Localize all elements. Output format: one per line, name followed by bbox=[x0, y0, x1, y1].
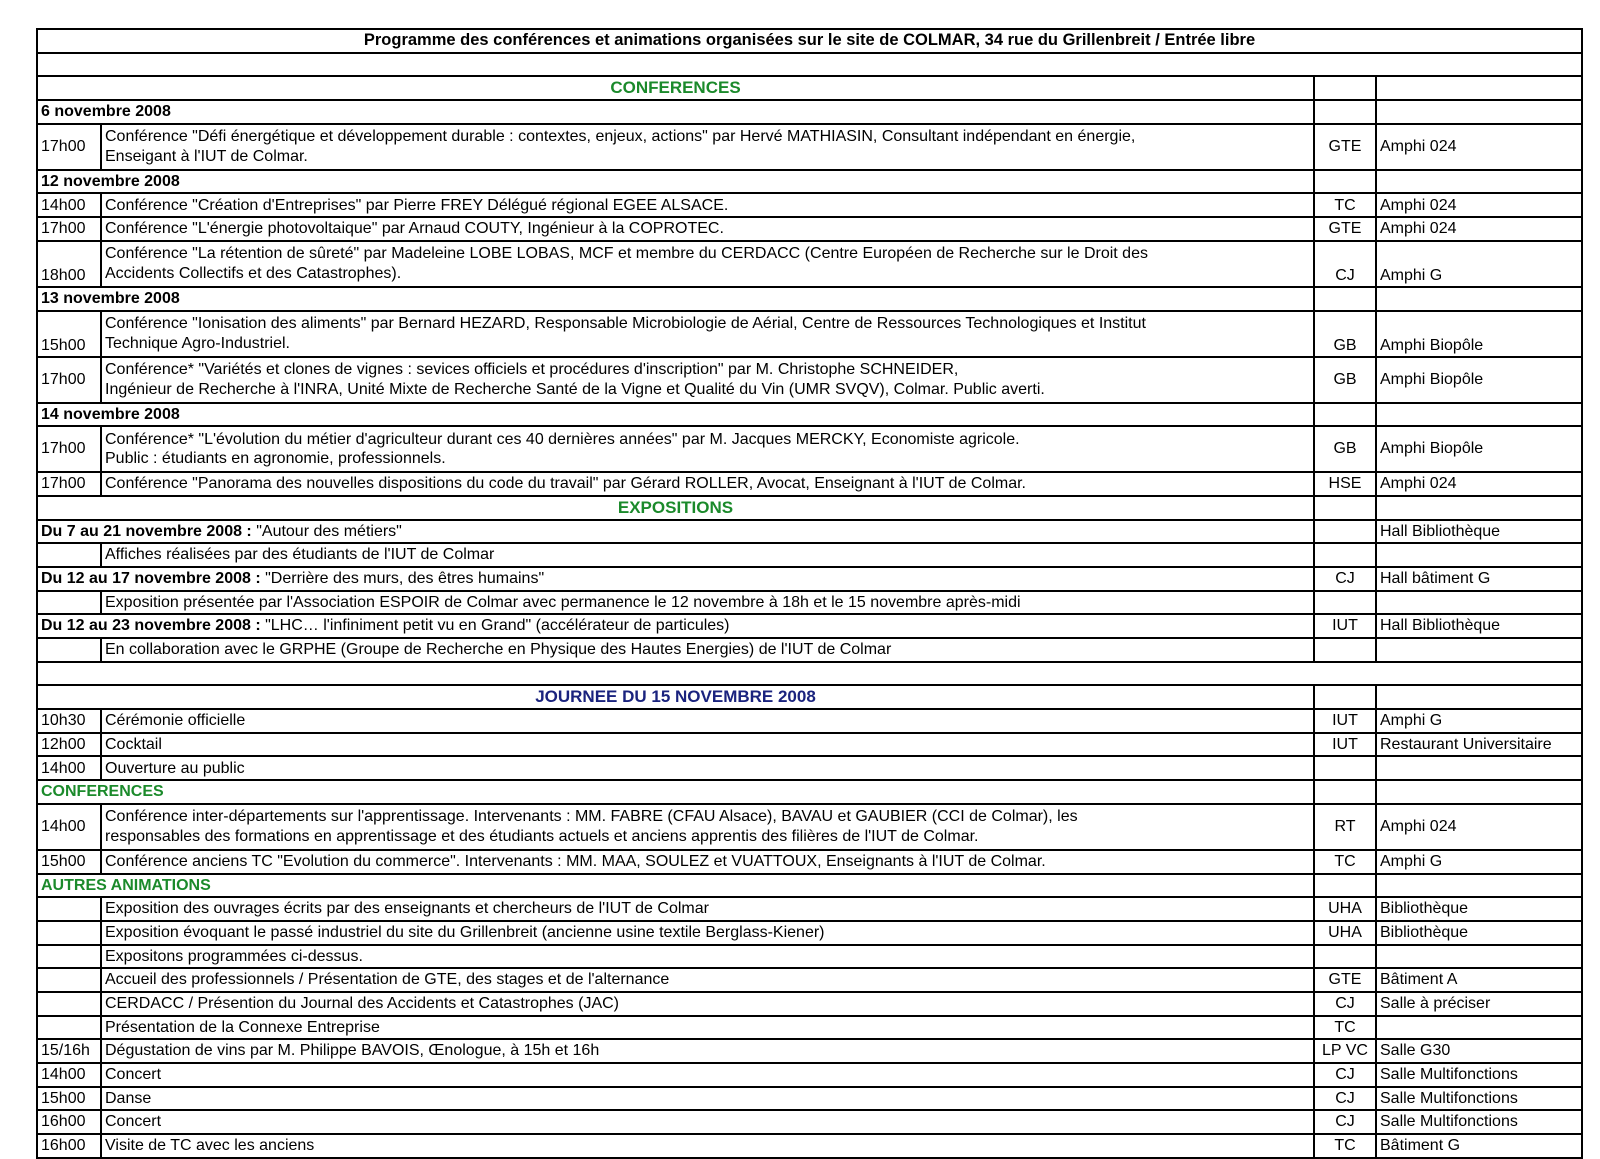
dept-cell: IUT bbox=[1314, 614, 1376, 638]
exposition-heading bbox=[37, 567, 1314, 591]
time-cell bbox=[37, 945, 101, 969]
exposition-title: "LHC… l'infiniment petit vu en Grand" (accélérateur de particules) bbox=[260, 617, 730, 635]
table-row bbox=[37, 804, 1582, 850]
time-cell bbox=[37, 992, 101, 1016]
description-cell bbox=[101, 756, 1314, 780]
description-line: Technique Agro-Industriel. bbox=[105, 334, 290, 352]
description-cell bbox=[101, 311, 1314, 357]
blank-row-cell bbox=[37, 53, 1582, 77]
time-cell bbox=[37, 968, 101, 992]
room-cell bbox=[1376, 685, 1582, 709]
table-row bbox=[37, 403, 1582, 427]
exposition-dates: Du 7 au 21 novembre 2008 : bbox=[41, 522, 252, 540]
description-cell bbox=[101, 1016, 1314, 1040]
description-cell bbox=[101, 1063, 1314, 1087]
dept-cell: IUT bbox=[1314, 709, 1376, 733]
description-line: Dégustation de vins par M. Philippe BAVOIS, Œnologue, à 15h et 16h bbox=[105, 1042, 600, 1060]
description-line: Conférence inter-départements sur l'apprentissage. Intervenants : MM. FABRE (CFAU Alsace), BAVAU et GAUBIER (CCI de Colmar), les bbox=[105, 808, 1078, 826]
subsection-heading: CONFERENCES bbox=[37, 780, 1314, 804]
time-cell: 16h00 bbox=[37, 1134, 101, 1158]
table-row bbox=[37, 124, 1582, 170]
description-cell bbox=[101, 217, 1314, 241]
description-line: Conférence "La rétention de sûreté" par Madeleine LOBE LOBAS, MCF et membre du CERDACC (Centre Européen de Recherche sur le Droit des bbox=[105, 245, 1148, 263]
time-cell: 15/16h bbox=[37, 1039, 101, 1063]
description-line: Enseigant à l'IUT de Colmar. bbox=[105, 147, 308, 165]
room-cell: Amphi 024 bbox=[1376, 217, 1582, 241]
description-line: Conférence* "Variétés et clones de vignes : sevices officiels et procédures d'inscription" par M. Christophe SCHNEIDER, bbox=[105, 361, 959, 378]
dept-cell: CJ bbox=[1314, 567, 1376, 591]
room-cell: Salle Multifonctions bbox=[1376, 1110, 1582, 1134]
description-cell bbox=[101, 733, 1314, 757]
room-cell: Bibliothèque bbox=[1376, 897, 1582, 921]
table-row bbox=[37, 780, 1582, 804]
table-row bbox=[37, 733, 1582, 757]
subsection-heading: AUTRES ANIMATIONS bbox=[37, 874, 1314, 898]
table-row bbox=[37, 1063, 1582, 1087]
time-cell bbox=[37, 591, 101, 615]
table-row bbox=[37, 100, 1582, 124]
dept-cell: GB bbox=[1314, 311, 1376, 357]
dept-cell bbox=[1314, 403, 1376, 427]
room-cell: Salle G30 bbox=[1376, 1039, 1582, 1063]
table-row bbox=[37, 1110, 1582, 1134]
dept-cell bbox=[1314, 874, 1376, 898]
description-line: Accueil des professionnels / Présentation de GTE, des stages et de l'alternance bbox=[105, 971, 670, 989]
time-cell: 17h00 bbox=[37, 217, 101, 241]
table-row bbox=[37, 968, 1582, 992]
dept-cell: UHA bbox=[1314, 897, 1376, 921]
dept-cell: GB bbox=[1314, 357, 1376, 403]
dept-cell: HSE bbox=[1314, 472, 1376, 496]
dept-cell: TC bbox=[1314, 1016, 1376, 1040]
exposition-title: "Derrière des murs, des êtres humains" bbox=[260, 570, 545, 588]
description-cell bbox=[101, 1110, 1314, 1134]
dept-cell: CJ bbox=[1314, 1110, 1376, 1134]
description-line: Conférence "Ionisation des aliments" par Bernard HEZARD, Responsable Microbiologie de Aérial, Centre de Ressources Technologiques et Institut bbox=[105, 315, 1146, 332]
date-heading: 14 novembre 2008 bbox=[37, 403, 1314, 427]
table-row bbox=[37, 897, 1582, 921]
table-row bbox=[37, 921, 1582, 945]
dept-cell: RT bbox=[1314, 804, 1376, 850]
description-line: Conférence* "L'évolution du métier d'agriculteur durant ces 40 dernières années" par M. Jacques MERCKY, Economiste agricole. bbox=[105, 430, 1020, 448]
description-cell bbox=[101, 638, 1314, 662]
section-heading: EXPOSITIONS bbox=[37, 496, 1314, 520]
time-cell: 14h00 bbox=[37, 756, 101, 780]
time-cell: 10h30 bbox=[37, 709, 101, 733]
description-line: Expositons programmées ci-dessus. bbox=[105, 947, 363, 965]
dept-cell: CJ bbox=[1314, 241, 1376, 287]
table-row bbox=[37, 662, 1582, 686]
programme-table bbox=[36, 28, 1583, 1159]
exposition-title: "Autour des métiers" bbox=[251, 522, 402, 540]
description-line: responsables des formations en apprentissage et des étudiants actuels et anciens apprentis des filières de l'IUT de Colmar. bbox=[105, 827, 979, 845]
description-line: En collaboration avec le GRPHE (Groupe de Recherche en Physique des Hautes Energies) de l'IUT de Colmar bbox=[105, 641, 892, 659]
table-row bbox=[37, 543, 1582, 567]
room-cell bbox=[1376, 543, 1582, 567]
table-row bbox=[37, 591, 1582, 615]
table-row bbox=[37, 217, 1582, 241]
section-heading: JOURNEE DU 15 NOVEMBRE 2008 bbox=[37, 685, 1314, 709]
programme-table-body bbox=[37, 29, 1582, 1158]
date-heading: 13 novembre 2008 bbox=[37, 287, 1314, 311]
dept-cell: CJ bbox=[1314, 992, 1376, 1016]
description-cell bbox=[101, 193, 1314, 217]
room-cell bbox=[1376, 874, 1582, 898]
time-cell: 12h00 bbox=[37, 733, 101, 757]
table-row bbox=[37, 756, 1582, 780]
dept-cell bbox=[1314, 638, 1376, 662]
dept-cell: GTE bbox=[1314, 217, 1376, 241]
room-cell bbox=[1376, 1016, 1582, 1040]
time-cell: 15h00 bbox=[37, 850, 101, 874]
time-cell bbox=[37, 638, 101, 662]
dept-cell: GB bbox=[1314, 426, 1376, 472]
table-row bbox=[37, 357, 1582, 403]
time-cell bbox=[37, 543, 101, 567]
room-cell: Amphi G bbox=[1376, 241, 1582, 287]
dept-cell: GTE bbox=[1314, 968, 1376, 992]
time-cell: 17h00 bbox=[37, 124, 101, 170]
dept-cell bbox=[1314, 76, 1376, 100]
time-cell: 17h00 bbox=[37, 357, 101, 403]
table-row bbox=[37, 1039, 1582, 1063]
time-cell: 14h00 bbox=[37, 193, 101, 217]
time-cell bbox=[37, 897, 101, 921]
exposition-dates: Du 12 au 23 novembre 2008 : bbox=[41, 617, 261, 635]
room-cell bbox=[1376, 76, 1582, 100]
description-line: Ingénieur de Recherche à l'INRA, Unité Mixte de Recherche Santé de la Vigne et Qualité du Vin (UMR SVQV), Colmar. Public averti. bbox=[105, 380, 1045, 398]
page-title: Programme des conférences et animations organisées sur le site de COLMAR, 34 rue du Grillenbreit / Entrée libre bbox=[37, 29, 1582, 53]
description-line: Conférence anciens TC "Evolution du commerce". Intervenants : MM. MAA, SOULEZ et VUATTOUX, Enseignants à l'IUT de Colmar. bbox=[105, 852, 1046, 870]
description-line: Affiches réalisées par des étudiants de l'IUT de Colmar bbox=[105, 546, 495, 564]
description-cell bbox=[101, 426, 1314, 472]
description-cell bbox=[101, 897, 1314, 921]
date-heading: 12 novembre 2008 bbox=[37, 170, 1314, 194]
room-cell bbox=[1376, 403, 1582, 427]
dept-cell: CJ bbox=[1314, 1063, 1376, 1087]
dept-cell bbox=[1314, 520, 1376, 544]
dept-cell: UHA bbox=[1314, 921, 1376, 945]
table-row bbox=[37, 850, 1582, 874]
section-heading: CONFERENCES bbox=[37, 76, 1314, 100]
table-row bbox=[37, 193, 1582, 217]
room-cell: Salle à préciser bbox=[1376, 992, 1582, 1016]
dept-cell: CJ bbox=[1314, 1087, 1376, 1111]
description-cell bbox=[101, 124, 1314, 170]
room-cell: Amphi Biopôle bbox=[1376, 426, 1582, 472]
room-cell bbox=[1376, 287, 1582, 311]
dept-cell bbox=[1314, 685, 1376, 709]
room-cell bbox=[1376, 591, 1582, 615]
date-heading: 6 novembre 2008 bbox=[37, 100, 1314, 124]
description-cell bbox=[101, 921, 1314, 945]
dept-cell: TC bbox=[1314, 1134, 1376, 1158]
description-line: CERDACC / Présention du Journal des Accidents et Catastrophes (JAC) bbox=[105, 995, 620, 1013]
room-cell bbox=[1376, 780, 1582, 804]
dept-cell bbox=[1314, 756, 1376, 780]
time-cell: 14h00 bbox=[37, 804, 101, 850]
table-row bbox=[37, 311, 1582, 357]
dept-cell: TC bbox=[1314, 850, 1376, 874]
dept-cell bbox=[1314, 945, 1376, 969]
dept-cell: LP VC bbox=[1314, 1039, 1376, 1063]
description-cell bbox=[101, 992, 1314, 1016]
blank-row-cell bbox=[37, 662, 1582, 686]
exposition-dates: Du 12 au 17 novembre 2008 : bbox=[41, 570, 261, 588]
room-cell bbox=[1376, 496, 1582, 520]
description-cell bbox=[101, 1039, 1314, 1063]
table-row bbox=[37, 945, 1582, 969]
time-cell: 14h00 bbox=[37, 1063, 101, 1087]
dept-cell bbox=[1314, 287, 1376, 311]
description-cell bbox=[101, 968, 1314, 992]
time-cell: 17h00 bbox=[37, 426, 101, 472]
table-row bbox=[37, 992, 1582, 1016]
description-line: Exposition des ouvrages écrits par des enseignants et chercheurs de l'IUT de Colmar bbox=[105, 900, 709, 918]
description-cell bbox=[101, 543, 1314, 567]
description-line: Accidents Collectifs et des Catastrophes). bbox=[105, 264, 402, 282]
table-row bbox=[37, 472, 1582, 496]
exposition-heading bbox=[37, 614, 1314, 638]
dept-cell bbox=[1314, 496, 1376, 520]
table-row bbox=[37, 1016, 1582, 1040]
description-cell bbox=[101, 472, 1314, 496]
dept-cell: IUT bbox=[1314, 733, 1376, 757]
room-cell: Amphi 024 bbox=[1376, 193, 1582, 217]
time-cell: 15h00 bbox=[37, 311, 101, 357]
time-cell: 18h00 bbox=[37, 241, 101, 287]
room-cell: Amphi 024 bbox=[1376, 804, 1582, 850]
description-cell bbox=[101, 591, 1314, 615]
description-cell bbox=[101, 1134, 1314, 1158]
dept-cell bbox=[1314, 591, 1376, 615]
table-row bbox=[37, 638, 1582, 662]
dept-cell: GTE bbox=[1314, 124, 1376, 170]
table-row bbox=[37, 614, 1582, 638]
room-cell: Hall Bibliothèque bbox=[1376, 614, 1582, 638]
time-cell bbox=[37, 921, 101, 945]
description-cell bbox=[101, 945, 1314, 969]
table-row bbox=[37, 287, 1582, 311]
description-cell bbox=[101, 357, 1314, 403]
description-line: Visite de TC avec les anciens bbox=[105, 1137, 315, 1155]
description-line: Présentation de la Connexe Entreprise bbox=[105, 1018, 380, 1036]
room-cell: Salle Multifonctions bbox=[1376, 1063, 1582, 1087]
dept-cell bbox=[1314, 170, 1376, 194]
table-row bbox=[37, 567, 1582, 591]
time-cell: 17h00 bbox=[37, 472, 101, 496]
dept-cell bbox=[1314, 543, 1376, 567]
room-cell: Salle Multifonctions bbox=[1376, 1087, 1582, 1111]
room-cell: Restaurant Universitaire bbox=[1376, 733, 1582, 757]
room-cell: Amphi Biopôle bbox=[1376, 357, 1582, 403]
room-cell bbox=[1376, 638, 1582, 662]
dept-cell bbox=[1314, 780, 1376, 804]
description-line: Cocktail bbox=[105, 735, 162, 753]
room-cell bbox=[1376, 100, 1582, 124]
description-cell bbox=[101, 850, 1314, 874]
room-cell bbox=[1376, 756, 1582, 780]
description-line: Ouverture au public bbox=[105, 759, 245, 777]
description-cell bbox=[101, 804, 1314, 850]
room-cell bbox=[1376, 945, 1582, 969]
description-line: Concert bbox=[105, 1113, 162, 1131]
description-line: Exposition présentée par l'Association ESPOIR de Colmar avec permanence le 12 novembre à 18h et le 15 novembre après-midi bbox=[105, 593, 1021, 611]
table-row bbox=[37, 426, 1582, 472]
room-cell bbox=[1376, 170, 1582, 194]
description-line: Concert bbox=[105, 1066, 162, 1084]
description-line: Danse bbox=[105, 1089, 152, 1107]
table-row bbox=[37, 241, 1582, 287]
room-cell: Hall Bibliothèque bbox=[1376, 520, 1582, 544]
description-line: Conférence "L'énergie photovoltaique" par Arnaud COUTY, Ingénieur à la COPROTEC. bbox=[105, 220, 724, 238]
room-cell: Bâtiment A bbox=[1376, 968, 1582, 992]
room-cell: Hall bâtiment G bbox=[1376, 567, 1582, 591]
time-cell: 16h00 bbox=[37, 1110, 101, 1134]
room-cell: Amphi 024 bbox=[1376, 472, 1582, 496]
table-row bbox=[37, 520, 1582, 544]
time-cell bbox=[37, 1016, 101, 1040]
description-line: Conférence "Défi énergétique et développement durable : contextes, enjeux, actions" par Hervé MATHIASIN, Consultant indépendant en énergie, bbox=[105, 128, 1136, 146]
dept-cell: TC bbox=[1314, 193, 1376, 217]
table-row bbox=[37, 709, 1582, 733]
description-line: Conférence "Création d'Entreprises" par Pierre FREY Délégué régional EGEE ALSACE. bbox=[105, 196, 729, 214]
time-cell: 15h00 bbox=[37, 1087, 101, 1111]
room-cell: Bibliothèque bbox=[1376, 921, 1582, 945]
room-cell: Amphi 024 bbox=[1376, 124, 1582, 170]
room-cell: Amphi G bbox=[1376, 709, 1582, 733]
description-line: Public : étudiants en agronomie, professionnels. bbox=[105, 450, 446, 468]
room-cell: Amphi G bbox=[1376, 850, 1582, 874]
table-row bbox=[37, 874, 1582, 898]
table-row bbox=[37, 76, 1582, 100]
table-row bbox=[37, 1134, 1582, 1158]
description-cell bbox=[101, 1087, 1314, 1111]
description-line: Cérémonie officielle bbox=[105, 712, 246, 730]
table-row bbox=[37, 53, 1582, 77]
description-cell bbox=[101, 709, 1314, 733]
table-row bbox=[37, 29, 1582, 53]
table-row bbox=[37, 1087, 1582, 1111]
exposition-heading bbox=[37, 520, 1314, 544]
description-cell bbox=[101, 241, 1314, 287]
table-row bbox=[37, 496, 1582, 520]
dept-cell bbox=[1314, 100, 1376, 124]
room-cell: Bâtiment G bbox=[1376, 1134, 1582, 1158]
description-line: Exposition évoquant le passé industriel du site du Grillenbreit (ancienne usine textile Berglass-Kiener) bbox=[105, 923, 825, 941]
table-row bbox=[37, 170, 1582, 194]
room-cell: Amphi Biopôle bbox=[1376, 311, 1582, 357]
table-row bbox=[37, 685, 1582, 709]
description-line: Conférence "Panorama des nouvelles dispositions du code du travail" par Gérard ROLLER, Avocat, Enseignant à l'IUT de Colmar. bbox=[105, 475, 1026, 493]
